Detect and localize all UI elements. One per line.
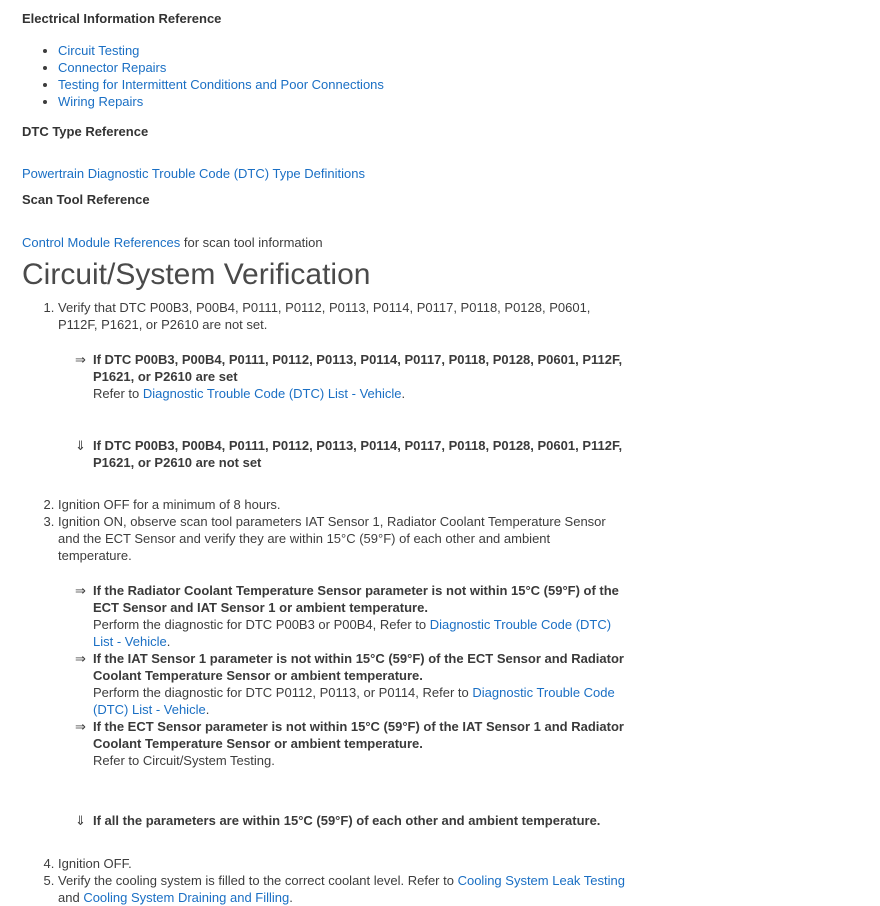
step-item-5 (58, 872, 626, 906)
step-1-text: Verify that DTC P00B3, P00B4, P0111, P0112, P0113, P0114, P0117, P0118, P0128, P0601, P112F, P1621, or P2610 are not set. (58, 300, 591, 332)
condition-text: If DTC P00B3, P00B4, P0111, P0112, P0113, P0114, P0117, P0118, P0128, P0601, P112F, P1621, or P2610 are not set (93, 438, 623, 470)
condition-body (93, 351, 626, 402)
page-title: Circuit/System Verification (22, 258, 371, 291)
condition-body (93, 718, 626, 769)
electrical-reference-list (22, 42, 626, 110)
heading-scan-tool-reference: Scan Tool Reference (22, 192, 150, 207)
condition-text: If DTC P00B3, P00B4, P0111, P0112, P0113, P0114, P0117, P0118, P0128, P0601, P112F, P1621, or P2610 are set (93, 352, 623, 384)
condition-action (93, 616, 626, 650)
link-control-module-references[interactable]: Control Module References (22, 235, 181, 250)
link-connector-repairs[interactable]: Connector Repairs (58, 60, 167, 75)
link-powertrain-dtc-type-definitions[interactable]: Powertrain Diagnostic Trouble Code (DTC) Type Definitions (22, 166, 365, 181)
step-2-text: Ignition OFF for a minimum of 8 hours. (58, 497, 281, 512)
condition-text: If the ECT Sensor parameter is not within 15°C (59°F) of the IAT Sensor 1 and Radiator Coolant Temperature Sensor or ambient temperature. (93, 719, 624, 751)
right-double-arrow-icon: ⇒ (75, 352, 86, 367)
action-prefix-text: Perform the diagnostic for DTC P00B3 or P00B4, Refer to (93, 617, 430, 632)
period-text: . (289, 890, 293, 905)
right-double-arrow-icon: ⇒ (75, 651, 86, 666)
refer-prefix-text: Refer to (93, 386, 143, 401)
period-text: . (166, 634, 171, 649)
step-item-1 (58, 299, 626, 471)
condition-action (93, 385, 626, 402)
link-dtc-list-vehicle-2[interactable]: Diagnostic Trouble Code (DTC) List - Vehicle (93, 617, 612, 649)
step-5-joiner-text: and (58, 890, 84, 905)
list-item (58, 93, 626, 110)
scan-tool-paragraph (22, 234, 626, 251)
list-item (58, 42, 626, 59)
condition-dtc-set (58, 351, 626, 402)
down-double-arrow-icon: ⇓ (75, 813, 86, 828)
condition-body (93, 437, 626, 471)
link-cooling-system-leak-testing[interactable]: Cooling System Leak Testing (457, 873, 625, 888)
link-circuit-testing[interactable]: Circuit Testing (58, 43, 140, 58)
condition-radiator-sensor-out-of-range (58, 582, 626, 650)
condition-text: If all the parameters are within 15°C (59°F) of each other and ambient temperature. (93, 813, 601, 828)
condition-text: If the Radiator Coolant Temperature Sensor parameter is not within 15°C (59°F) of the ECT Sensor and IAT Sensor 1 or ambient temperature. (93, 583, 619, 615)
link-dtc-list-vehicle-1[interactable]: Diagnostic Trouble Code (DTC) List - Vehicle (142, 386, 402, 401)
link-testing-intermittent-conditions[interactable]: Testing for Intermittent Conditions and Poor Connections (58, 77, 384, 92)
condition-all-parameters-within-range (58, 812, 626, 829)
verification-steps-list (22, 299, 626, 906)
step-item-3 (58, 513, 626, 829)
right-double-arrow-icon: ⇒ (75, 583, 86, 598)
list-item (58, 76, 626, 93)
list-item (58, 59, 626, 76)
step-item-4 (58, 855, 626, 872)
right-double-arrow-icon: ⇒ (75, 719, 86, 734)
scan-tool-suffix-text: for scan tool information (180, 235, 323, 250)
period-text: . (401, 386, 406, 401)
heading-electrical-information-reference: Electrical Information Reference (22, 11, 222, 26)
link-cooling-system-draining-and-filling[interactable]: Cooling System Draining and Filling (83, 890, 290, 905)
condition-dtc-not-set (58, 437, 626, 471)
condition-action (93, 684, 626, 718)
period-text: . (205, 702, 210, 717)
step-3-text: Ignition ON, observe scan tool parameters IAT Sensor 1, Radiator Coolant Temperature Sensor and the ECT Sensor and verify they are within 15°C (59°F) of each other and ambient temperature. (58, 514, 606, 563)
condition-iat-sensor-out-of-range (58, 650, 626, 718)
step-4-text: Ignition OFF. (58, 856, 132, 871)
down-double-arrow-icon: ⇓ (75, 438, 86, 453)
step-item-2 (58, 496, 626, 513)
condition-body (93, 582, 626, 650)
condition-body (93, 650, 626, 718)
heading-dtc-type-reference: DTC Type Reference (22, 124, 149, 139)
action-prefix-text: Perform the diagnostic for DTC P0112, P0113, or P0114, Refer to (93, 685, 473, 700)
condition-text: If the IAT Sensor 1 parameter is not within 15°C (59°F) of the ECT Sensor and Radiator Coolant Temperature Sensor or ambient temperature. (93, 651, 624, 683)
step-5-prefix-text: Verify the cooling system is filled to the correct coolant level. Refer to (58, 873, 458, 888)
link-dtc-list-vehicle-3[interactable]: Diagnostic Trouble Code (DTC) List - Vehicle (93, 685, 615, 717)
dtc-type-paragraph (22, 165, 626, 182)
condition-action: Refer to Circuit/System Testing. (93, 753, 275, 768)
condition-ect-sensor-out-of-range (58, 718, 626, 769)
link-wiring-repairs[interactable]: Wiring Repairs (58, 94, 144, 109)
condition-body (93, 812, 626, 829)
